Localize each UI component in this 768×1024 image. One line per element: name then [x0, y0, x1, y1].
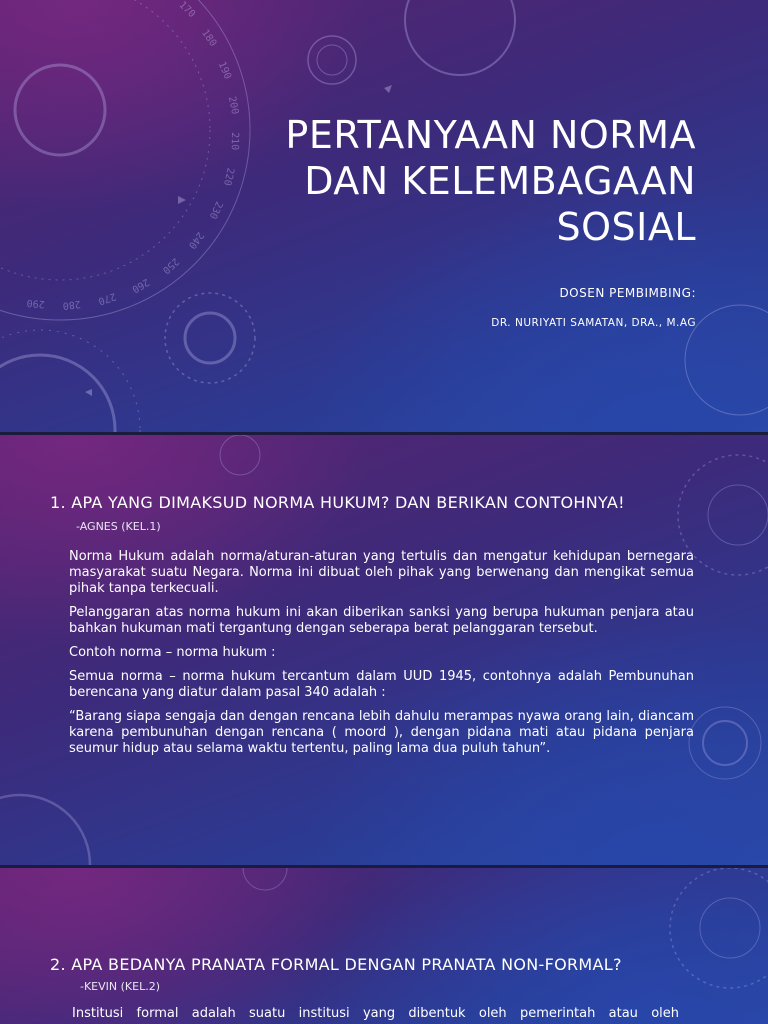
dial-number: 200 [225, 95, 241, 116]
answer-paragraph: “Barang siapa sengaja dan dengan rencana lebih dahulu merampas nyawa orang lain, diancam karena pembunuhan dengan rencana ( moord ), dengan pidana mati atau pidana penjara seumur hidup atau selama waktu tertentu, paling lama dua puluh tahun”. [69, 709, 694, 756]
dial-ring [317, 45, 347, 75]
dial-ring [685, 305, 768, 415]
title-slide [0, 0, 768, 432]
dial-number: 290 [26, 296, 46, 310]
answer-paragraph: Institusi formal adalah suatu institusi yang dibentuk oleh pemerintah atau oleh [72, 1006, 679, 1021]
dial-number: 210 [228, 132, 240, 151]
arrow-icon [85, 389, 92, 396]
question-heading: 2. APA BEDANYA PRANATA FORMAL DENGAN PRANATA NON-FORMAL? [50, 955, 622, 974]
large-dial-ring-inner [0, 0, 210, 280]
dial-ring [0, 795, 90, 865]
title-line: DAN KELEMBAGAAN [304, 159, 696, 203]
answer-paragraph: Norma Hukum adalah norma/aturan-aturan yang tertulis dan mengatur kehidupan bernegara masyarakat suatu Negara. Norma ini dibuat oleh pihak yang berwenang dan mengikat semua pihak tanpa terkecuali. [69, 549, 694, 596]
arrow-icon [384, 85, 392, 93]
slide-title [216, 112, 696, 250]
question-slide-1 [0, 435, 768, 865]
answer-body [69, 549, 694, 765]
dial-ring [670, 868, 768, 988]
title-line: PERTANYAAN NORMA [285, 113, 696, 157]
dial-ring [689, 707, 761, 779]
dial-number: 280 [62, 297, 82, 311]
answer-body [72, 1006, 679, 1024]
dial-ring [703, 721, 747, 765]
dial-ring [700, 898, 760, 958]
supervisor-label: DOSEN PEMBIMBING: [559, 286, 696, 300]
dial-ring [708, 485, 768, 545]
dial-ring [165, 293, 255, 383]
dial-ring [0, 330, 140, 432]
large-dial-ring [0, 0, 250, 320]
dial-number: 180 [199, 27, 219, 49]
title-line: SOSIAL [556, 205, 696, 249]
dial-number: 250 [159, 255, 181, 276]
question-author: -AGNES (KEL.1) [76, 520, 161, 533]
question-author: -KEVIN (KEL.2) [80, 980, 160, 993]
answer-paragraph: Pelanggaran atas norma hukum ini akan diberikan sanksi yang berupa hukuman penjara atau bahkan hukuman mati tergantung dengan seberapa berat pelanggaran tersebut. [69, 605, 694, 636]
dial-number: 190 [215, 60, 233, 82]
dial-number: 270 [96, 290, 118, 307]
question-slide-2 [0, 868, 768, 1024]
supervisor-name: DR. NURIYATI SAMATAN, DRA., M.AG [491, 317, 696, 329]
dial-number: 170 [176, 0, 198, 21]
arrow-icon [178, 196, 186, 204]
dial-number: 240 [185, 229, 206, 251]
question-heading: 1. APA YANG DIMAKSUD NORMA HUKUM? DAN BERIKAN CONTOHNYA! [50, 493, 625, 512]
dial-number: 230 [206, 199, 225, 221]
dial-ring [15, 65, 105, 155]
answer-paragraph: Semua norma – norma hukum tercantum dalam UUD 1945, contohnya adalah Pembunuhan berencana yang diatur dalam pasal 340 adalah : [69, 669, 694, 700]
dial-ring [308, 36, 356, 84]
dial-ring [0, 355, 115, 432]
dial-number: 220 [221, 166, 236, 187]
dial-ring [405, 0, 515, 75]
answer-paragraph: Contoh norma – norma hukum : [69, 645, 276, 660]
dial-ring [220, 435, 260, 475]
dial-ring [185, 313, 235, 363]
dial-ring [243, 868, 287, 890]
dial-number: 260 [129, 275, 151, 295]
decorative-dial-graphics [0, 868, 768, 1024]
